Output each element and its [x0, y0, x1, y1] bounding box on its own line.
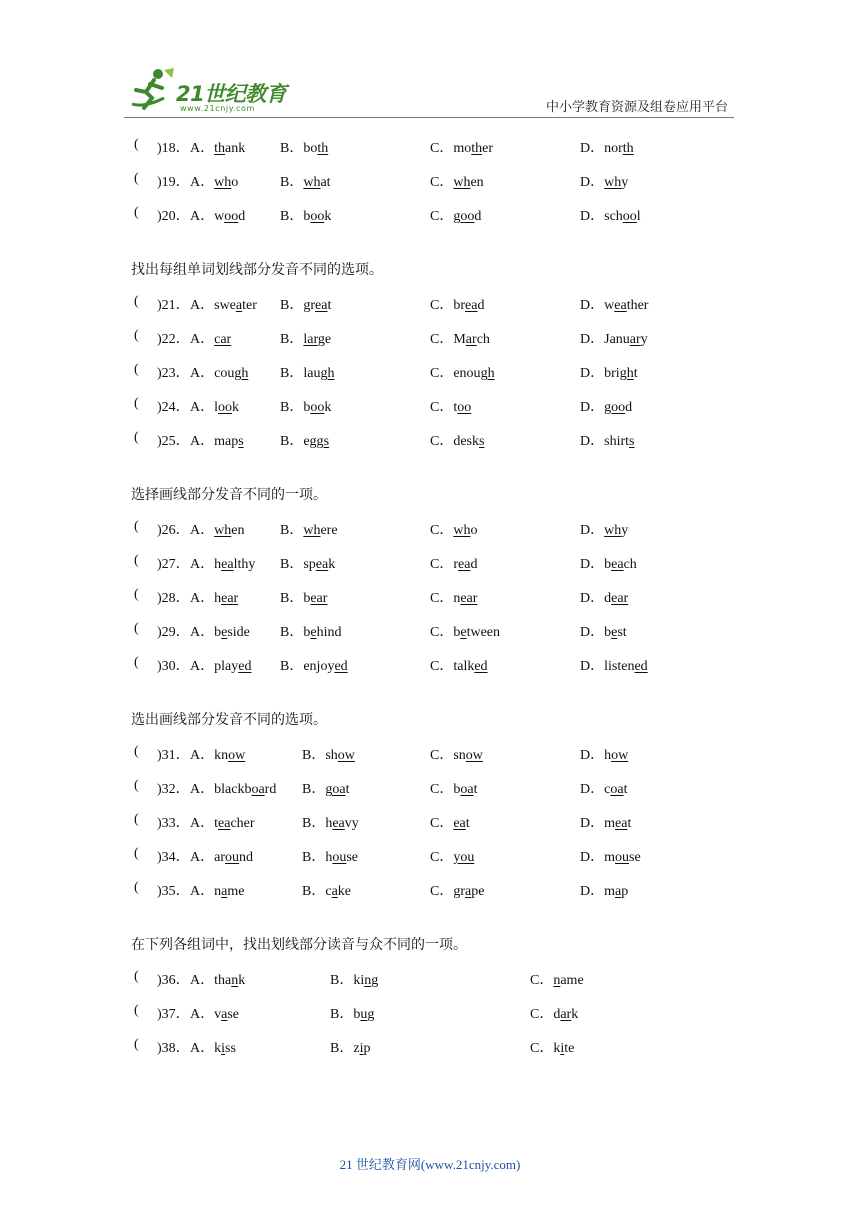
option-b: B．where	[280, 523, 338, 539]
underlined-part: i	[560, 1040, 565, 1056]
option-b: B．zip	[330, 1040, 371, 1056]
option-b: B．bear	[280, 590, 328, 606]
option-b: B．heavy	[302, 815, 359, 831]
question-row	[0, 648, 860, 682]
underlined-part: gh	[234, 365, 249, 381]
option-c: C．near	[430, 590, 478, 606]
answer-blank[interactable]: (	[134, 1036, 139, 1052]
underlined-part: wh	[303, 174, 321, 190]
question-number: )18．	[157, 141, 190, 156]
underlined-part: th	[622, 141, 634, 156]
footer: 21 世纪教育网(www.21cnjy.com)	[339, 1157, 521, 1172]
underlined-part: th	[214, 141, 226, 156]
question-row	[0, 580, 860, 614]
underlined-part: oo	[457, 399, 472, 415]
underlined-part: ed	[238, 658, 252, 674]
option-a: A．played	[190, 658, 252, 674]
answer-blank[interactable]: (	[134, 170, 139, 186]
underlined-part: a	[221, 1007, 228, 1023]
underlined-part: goo	[604, 399, 626, 415]
question-row	[0, 355, 860, 389]
option-a: A．who	[190, 174, 239, 190]
option-a: A．know	[190, 748, 246, 764]
option-b: B．behind	[280, 624, 342, 640]
option-c: C．enough	[430, 365, 495, 381]
underlined-part: wh	[453, 174, 471, 190]
underlined-part: wh	[303, 523, 321, 539]
underlined-part: oo	[310, 399, 325, 415]
option-c: C．when	[430, 174, 484, 190]
underlined-part: ear	[611, 590, 629, 606]
underlined-part: oa	[460, 782, 474, 798]
underlined-part: wh	[453, 523, 471, 539]
underlined-part: ear	[221, 590, 239, 606]
question-number: )31．	[157, 748, 190, 764]
option-d: D．January	[580, 332, 648, 348]
question-row	[0, 839, 860, 873]
underlined-part: ar	[560, 1007, 572, 1023]
underlined-part: ed	[634, 658, 648, 674]
option-d: D．shirts	[580, 433, 635, 449]
option-d: D．good	[580, 399, 633, 415]
option-a: A．teacher	[190, 815, 255, 831]
question-number: )19．	[157, 174, 190, 190]
option-d: D．weather	[580, 298, 649, 314]
underlined-part: s	[629, 433, 635, 449]
underlined-part: you	[453, 849, 475, 865]
header-divider	[124, 117, 734, 118]
question-section	[0, 253, 860, 456]
underlined-part: wh	[604, 523, 622, 539]
option-c: C．bread	[430, 298, 485, 314]
option-a: A．kiss	[190, 1040, 236, 1056]
underlined-part: a	[235, 298, 243, 314]
question-row	[0, 1030, 860, 1064]
option-c: C．mother	[430, 141, 494, 156]
option-b: B．goat	[302, 782, 350, 798]
option-b: B．both	[280, 141, 329, 156]
option-a: A．blackboard	[190, 782, 277, 798]
underlined-part: oo	[224, 208, 239, 224]
option-a: A．thank	[190, 973, 246, 989]
option-d: D．north	[580, 141, 634, 156]
question-number: )21．	[157, 298, 190, 314]
underlined-part: oo	[310, 208, 325, 224]
question-number: )34．	[157, 849, 190, 865]
underlined-part: n	[364, 973, 372, 989]
option-c: C．you	[430, 849, 475, 865]
question-section	[0, 478, 860, 681]
section-instruction: 选出画线部分发音不同的选项。	[131, 712, 327, 729]
underlined-part: a	[331, 883, 338, 899]
underlined-part: gh	[320, 365, 335, 381]
option-c: C．good	[430, 208, 482, 224]
question-number: )30．	[157, 658, 190, 674]
question-number: )22．	[157, 332, 190, 348]
underlined-part: ed	[474, 658, 488, 674]
answer-blank[interactable]: (	[134, 879, 139, 895]
question-row	[0, 737, 860, 771]
question-row	[0, 423, 860, 457]
section-instruction: 在下列各组词中，找出划线部分读音与众不同的一项。	[131, 937, 467, 954]
underlined-part: a	[465, 883, 472, 899]
option-d: D．dear	[580, 590, 629, 606]
answer-blank[interactable]: (	[134, 395, 139, 411]
underlined-part: ou	[332, 849, 347, 865]
option-c: C．boat	[430, 782, 478, 798]
answer-blank[interactable]: (	[134, 429, 139, 445]
option-a: A．beside	[190, 624, 250, 640]
underlined-part: ea	[465, 298, 478, 314]
underlined-part: i	[359, 1040, 364, 1056]
underlined-part: i	[221, 1040, 226, 1056]
question-row	[0, 389, 860, 423]
underlined-part: ar	[465, 332, 477, 348]
option-a: A．vase	[190, 1007, 240, 1023]
underlined-part: oo	[622, 208, 637, 224]
underlined-part: e	[310, 624, 317, 640]
underlined-part: ea	[332, 815, 345, 831]
option-a: A．healthy	[190, 557, 256, 573]
question-row	[0, 130, 860, 164]
answer-blank[interactable]: (	[134, 361, 139, 377]
option-b: B．show	[302, 748, 355, 764]
answer-blank[interactable]: (	[134, 744, 139, 760]
question-number: )23．	[157, 365, 190, 381]
underlined-part: oo	[460, 208, 475, 224]
option-a: A．cough	[190, 365, 249, 381]
question-row	[0, 198, 860, 232]
answer-blank[interactable]: (	[134, 553, 139, 569]
option-c: C．grape	[430, 883, 485, 899]
underlined-part: ea	[221, 557, 234, 573]
option-c: C．between	[430, 624, 500, 640]
option-b: B．laugh	[280, 365, 335, 381]
option-d: D．map	[580, 883, 629, 899]
question-row	[0, 771, 860, 805]
option-c: C．dark	[530, 1007, 579, 1023]
option-b: B．enjoyed	[280, 658, 348, 674]
option-b: B．what	[280, 174, 331, 190]
answer-blank[interactable]: (	[134, 1003, 139, 1019]
answer-blank[interactable]: (	[134, 519, 139, 535]
underlined-part: ea	[614, 298, 627, 314]
underlined-part: e	[460, 624, 467, 640]
underlined-part: gh	[480, 365, 495, 381]
underlined-part: n	[231, 973, 239, 989]
option-a: A．maps	[190, 433, 244, 449]
question-row	[0, 962, 860, 996]
question-row	[0, 512, 860, 546]
underlined-part: ea	[615, 815, 628, 831]
option-a: A．look	[190, 399, 240, 415]
underlined-part: u	[360, 1007, 368, 1023]
question-section	[0, 928, 860, 1063]
option-b: B．book	[280, 399, 332, 415]
underlined-part: th	[471, 141, 483, 156]
underlined-part: ow	[337, 748, 355, 764]
underlined-part: ea	[611, 557, 624, 573]
underlined-part: oa	[251, 782, 265, 798]
option-c: C．who	[430, 523, 478, 539]
logo-url: www.21cnjy.com	[180, 104, 255, 113]
underlined-part: wh	[604, 174, 622, 190]
logo	[124, 68, 294, 118]
question-number: )36．	[157, 973, 190, 989]
option-a: A．car	[190, 332, 232, 348]
question-number: )29．	[157, 624, 190, 640]
answer-blank[interactable]: (	[134, 328, 139, 344]
answer-blank[interactable]: (	[134, 586, 139, 602]
option-b: B．house	[302, 849, 359, 865]
underlined-part: car	[214, 332, 232, 348]
question-row	[0, 873, 860, 907]
option-d: D．beach	[580, 557, 637, 573]
underlined-part: a	[615, 883, 622, 899]
answer-blank[interactable]: (	[134, 811, 139, 827]
option-a: A．when	[190, 523, 245, 539]
option-b: B．large	[280, 332, 332, 348]
underlined-part: s	[479, 433, 485, 449]
underlined-part: ow	[465, 748, 483, 764]
section-instruction: 选择画线部分发音不同的一项。	[131, 487, 327, 504]
runner-icon	[124, 68, 176, 114]
question-number: )27．	[157, 557, 190, 573]
option-a: A．name	[190, 883, 245, 899]
option-c: C．eat	[430, 815, 470, 831]
underlined-part: s	[323, 433, 330, 449]
underlined-part: e	[221, 624, 228, 640]
underlined-part: s	[238, 433, 244, 449]
option-d: D．bright	[580, 365, 638, 381]
answer-blank[interactable]: (	[134, 137, 139, 152]
question-number: )26．	[157, 523, 190, 539]
option-d: D．mouse	[580, 849, 641, 865]
option-c: C．kite	[530, 1040, 575, 1056]
option-b: B．eggs	[280, 433, 330, 449]
logo-text: 21世纪教育	[176, 82, 287, 106]
question-row	[0, 321, 860, 355]
underlined-part: wh	[214, 523, 232, 539]
underlined-part: ow	[611, 748, 629, 764]
option-b: B．book	[280, 208, 332, 224]
option-b: B．bug	[330, 1007, 375, 1023]
option-c: C．too	[430, 399, 472, 415]
option-a: A．hear	[190, 590, 239, 606]
answer-blank[interactable]: (	[134, 778, 139, 794]
underlined-part: gh	[619, 365, 634, 381]
underlined-part: th	[317, 141, 329, 156]
option-c: C．talked	[430, 658, 488, 674]
option-c: C．desks	[430, 433, 485, 449]
underlined-part: ed	[334, 658, 348, 674]
question-number: )20．	[157, 208, 190, 224]
option-b: B．speak	[280, 557, 336, 573]
question-number: )24．	[157, 399, 190, 415]
answer-blank[interactable]: (	[134, 204, 139, 220]
option-d: D．best	[580, 624, 627, 640]
question-row	[0, 996, 860, 1030]
option-d: D．why	[580, 174, 629, 190]
platform-name: 中小学教育资源及组卷应用平台	[545, 100, 728, 115]
question-number: )35．	[157, 883, 190, 899]
underlined-part: ear	[310, 590, 328, 606]
answer-blank[interactable]: (	[134, 654, 139, 670]
option-c: C．name	[530, 973, 584, 989]
option-c: C．March	[430, 332, 490, 348]
question-number: )32．	[157, 782, 190, 798]
question-section	[0, 703, 860, 906]
option-b: B．king	[330, 973, 379, 989]
underlined-part: n	[553, 973, 561, 989]
option-d: D．meat	[580, 815, 632, 831]
question-number: )25．	[157, 433, 190, 449]
underlined-part: wh	[214, 174, 232, 190]
underlined-part: ou	[615, 849, 630, 865]
option-a: A．thank	[190, 141, 246, 156]
underlined-part: ea	[458, 557, 471, 573]
question-row	[0, 164, 860, 198]
option-d: D．coat	[580, 782, 628, 798]
underlined-part: ea	[453, 815, 466, 831]
underlined-part: oo	[218, 399, 233, 415]
underlined-part: lar	[303, 332, 318, 348]
question-list	[0, 130, 860, 1086]
underlined-part: ar	[629, 332, 641, 348]
page-header	[0, 0, 860, 130]
underlined-part: ea	[315, 298, 328, 314]
option-a: A．around	[190, 849, 254, 865]
question-number: )33．	[157, 815, 190, 831]
option-d: D．how	[580, 748, 629, 764]
answer-blank[interactable]: (	[134, 620, 139, 636]
question-number: )38．	[157, 1040, 190, 1056]
question-number: )37．	[157, 1007, 190, 1023]
question-row	[0, 546, 860, 580]
option-d: D．listened	[580, 658, 648, 674]
question-row	[0, 614, 860, 648]
underlined-part: a	[221, 883, 228, 899]
question-row	[0, 287, 860, 321]
underlined-part: ea	[218, 815, 231, 831]
question-section	[0, 130, 860, 231]
option-a: A．sweater	[190, 298, 257, 314]
underlined-part: ea	[315, 557, 329, 573]
option-c: C．read	[430, 557, 478, 573]
section-instruction: 找出每组单词划线部分发音不同的选项。	[131, 262, 383, 279]
option-a: A．wood	[190, 208, 246, 224]
answer-blank[interactable]: (	[134, 294, 139, 310]
underlined-part: ow	[228, 748, 246, 764]
option-b: B．great	[280, 298, 332, 314]
question-number: )28．	[157, 590, 190, 606]
option-d: D．school	[580, 208, 641, 224]
underlined-part: goa	[325, 782, 346, 798]
option-b: B．cake	[302, 883, 351, 899]
underlined-part: ou	[225, 849, 240, 865]
underlined-part: e	[611, 624, 618, 640]
option-c: C．snow	[430, 748, 483, 764]
underlined-part: oa	[610, 782, 624, 798]
option-d: D．why	[580, 523, 629, 539]
answer-blank[interactable]: (	[134, 969, 139, 985]
underlined-part: ear	[460, 590, 478, 606]
question-row	[0, 805, 860, 839]
answer-blank[interactable]: (	[134, 845, 139, 861]
